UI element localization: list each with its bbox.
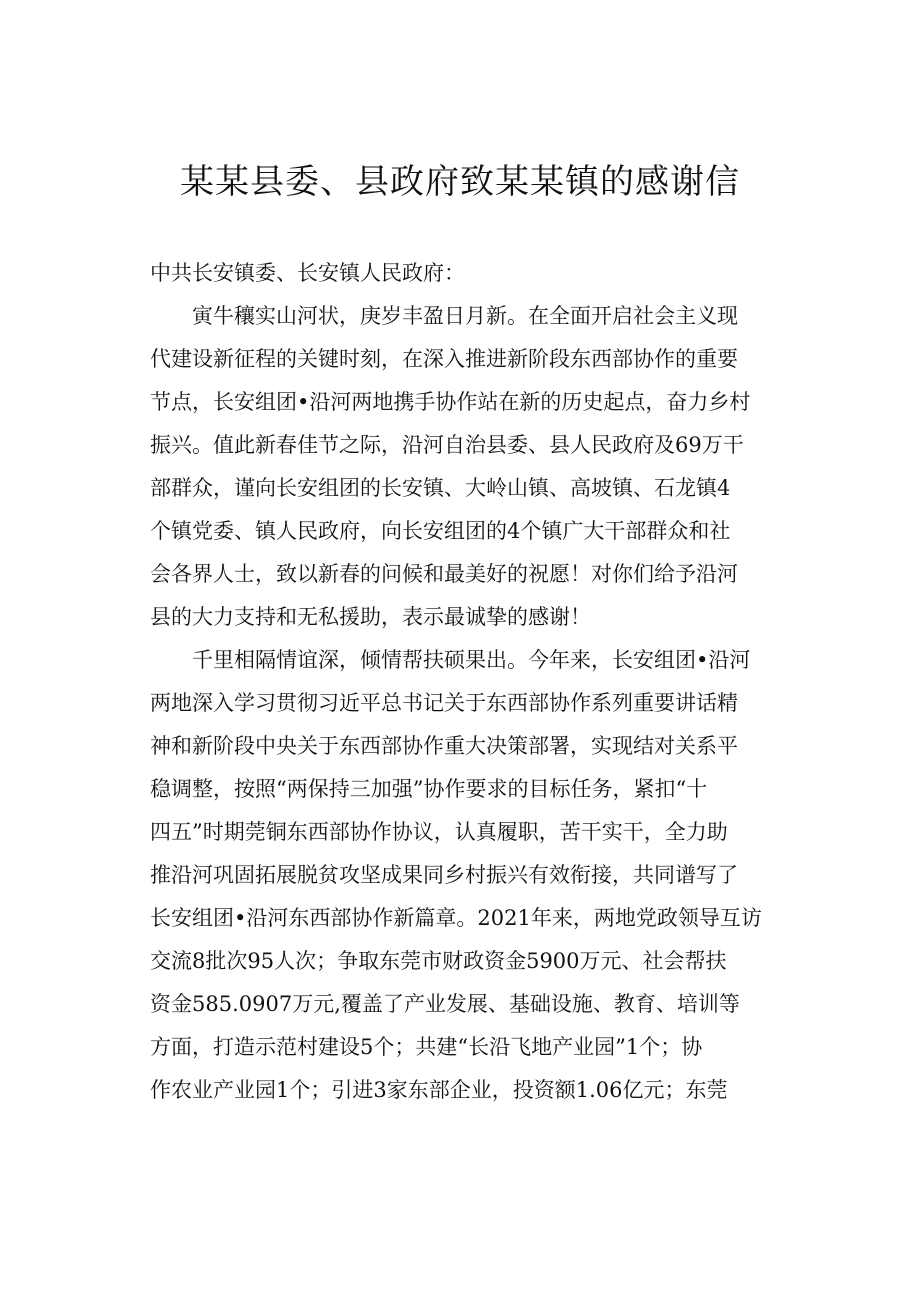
paragraph-2-line: 作农业产业园1个；引进3家东部企业，投资额1.06亿元；东莞 — [150, 1078, 728, 1102]
paragraph-2-line: 四五”时期莞铜东西部协作协议，认真履职，苦干实干，全力助 — [150, 820, 728, 844]
paragraph-2-line: 长安组团•沿河东西部协作新篇章。2021年来，两地党政领导互访 — [150, 906, 762, 930]
paragraph-2-line: 交流8批次95人次；争取东莞市财政资金5900万元、社会帮扶 — [150, 949, 727, 973]
paragraph-1-line: 县的大力支持和无私援助，表示最诚挚的感谢！ — [150, 605, 591, 629]
paragraph-1-line: 寅牛穰实山河状，庚岁丰盈日月新。在全面开启社会主义现 — [192, 304, 738, 328]
paragraph-2-line: 方面，打造示范村建设5个；共建“长沿飞地产业园”1个；协 — [150, 1035, 703, 1059]
paragraph-2-line: 推沿河巩固拓展脱贫攻坚成果同乡村振兴有效衔接，共同谱写了 — [150, 863, 738, 887]
paragraph-1-line: 节点，长安组团•沿河两地携手协作站在新的历史起点，奋力乡村 — [150, 390, 751, 414]
paragraph-2-line: 稳调整，按照“两保持三加强”协作要求的目标任务，紧扣“十 — [150, 777, 708, 801]
salutation: 中共长安镇委、长安镇人民政府： — [150, 261, 465, 285]
paragraph-1-line: 会各界人士，致以新春的问候和最美好的祝愿！对你们给予沿河 — [150, 562, 738, 586]
paragraph-2-line: 神和新阶段中央关于东西部协作重大决策部署，实现结对关系平 — [150, 734, 738, 758]
document-title: 某某县委、县政府致某某镇的感谢信 — [180, 162, 740, 202]
paragraph-2-line: 两地深入学习贯彻习近平总书记关于东西部协作系列重要讲话精 — [150, 691, 738, 715]
paragraph-1-line: 部群众，谨向长安组团的长安镇、大岭山镇、高坡镇、石龙镇4 — [150, 476, 731, 500]
paragraph-1-line: 个镇党委、镇人民政府，向长安组团的4个镇广大干部群众和社 — [150, 519, 731, 543]
paragraph-1-line: 振兴。值此新春佳节之际，沿河自治县委、县人民政府及69万干 — [150, 433, 744, 457]
paragraph-1-line: 代建设新征程的关键时刻，在深入推进新阶段东西部协作的重要 — [150, 347, 738, 371]
paragraph-2-line: 资金585.0907万元,覆盖了产业发展、基础设施、教育、培训等 — [150, 992, 740, 1016]
paragraph-2-line: 千里相隔情谊深，倾情帮扶硕果出。今年来，长安组团•沿河 — [192, 648, 751, 672]
